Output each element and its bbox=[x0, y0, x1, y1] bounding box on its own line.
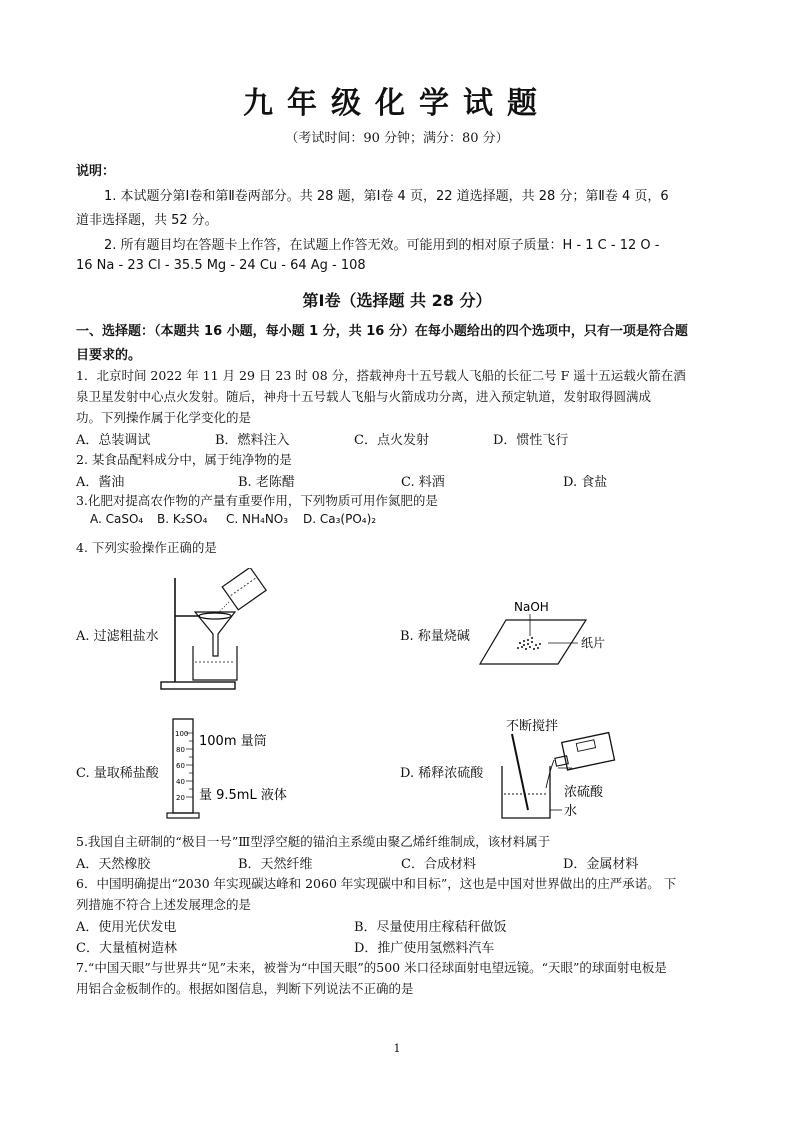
acid-label: 浓硫酸 bbox=[564, 785, 604, 800]
q2-option-a: A．酱油 bbox=[76, 475, 125, 490]
q3-option-c: C. NH₄NO₃ bbox=[226, 512, 289, 526]
cylinder-tick-60: 60 bbox=[176, 762, 185, 770]
cylinder-tick-100: 100 bbox=[175, 730, 189, 738]
q3-option-a: A. CaSO₄ bbox=[90, 512, 144, 526]
q6-option-b: B．尽量使用庄稼秸秆做饭 bbox=[354, 920, 507, 935]
notes-heading: 说明： bbox=[76, 164, 116, 179]
q4-a-label: A. 过滤粗盐水 bbox=[76, 629, 159, 644]
notes-line-1a: 1. 本试题分第Ⅰ卷和第Ⅱ卷两部分。共 28 题，第Ⅰ卷 4 页，22 道选择题，共 28 分；第Ⅱ卷 4 页，6 bbox=[104, 189, 669, 204]
q7-line-1: 7.“中国天眼”与世界共“见”未来，被誉为“中国天眼”的500 米口径球面射电望远镜。“天眼”的球面射电板是 bbox=[76, 960, 667, 975]
q1-option-d: D．惯性飞行 bbox=[493, 433, 569, 448]
q3-option-b: B. K₂SO₄ bbox=[157, 512, 208, 526]
q1-option-b: B．燃料注入 bbox=[215, 433, 290, 448]
cylinder-tick-20: 20 bbox=[176, 794, 185, 802]
q1-line-1: 1．北京时间 2022 年 11 月 29 日 23 时 08 分，搭载神舟十五号载人飞船的长征二号 F 遥十五运载火箭在酒 bbox=[76, 368, 686, 383]
stir-label: 不断搅拌 bbox=[506, 719, 559, 734]
q3-stem: 3.化肥对提高农作物的产量有重要作用，下列物质可用作氮肥的是 bbox=[76, 493, 438, 508]
page-number: 1 bbox=[393, 1042, 401, 1055]
q2-option-c: C. 料酒 bbox=[401, 475, 445, 490]
q1-option-a: A．总装调试 bbox=[76, 433, 151, 448]
notes-line-2b: 16 Na - 23 Cl - 35.5 Mg - 24 Cu - 64 Ag - 108 bbox=[76, 258, 366, 273]
filtration-apparatus-figure bbox=[155, 568, 275, 693]
cylinder-tick-40: 40 bbox=[176, 778, 185, 786]
q1-option-c: C．点火发射 bbox=[354, 433, 429, 448]
q1-line-2: 泉卫星发射中心点火发射。随后，神舟十五号载人飞船与火箭成功分离，进入预定轨道，发射取得圆满成 bbox=[76, 389, 652, 404]
cylinder-size-label: 100m 量筒 bbox=[199, 734, 267, 749]
q7-line-2: 用铝合金板制作的。根据如图信息，判断下列说法不正确的是 bbox=[76, 981, 414, 996]
q5-option-b: B．天然纤维 bbox=[238, 857, 313, 872]
section-1-title: 第Ⅰ卷（选择题 共 28 分） bbox=[302, 291, 492, 310]
q5-option-a: A．天然橡胶 bbox=[76, 857, 151, 872]
section-1-instr-b: 目要求的。 bbox=[76, 348, 142, 363]
paper-label: 纸片 bbox=[581, 636, 606, 650]
q6-option-a: A．使用光伏发电 bbox=[76, 920, 177, 935]
q4-b-label: B. 称量烧碱 bbox=[400, 629, 470, 644]
q2-option-d: D. 食盐 bbox=[563, 475, 608, 490]
q6-line-2: 列措施不符合上述发展理念的是 bbox=[76, 897, 252, 912]
cylinder-tick-80: 80 bbox=[176, 746, 185, 754]
q5-option-c: C．合成材料 bbox=[401, 857, 476, 872]
dilute-acid-figure bbox=[494, 710, 634, 825]
notes-line-1b: 道非选择题，共 52 分。 bbox=[76, 213, 218, 228]
q3-option-d: D. Ca₃(PO₄)₂ bbox=[303, 512, 377, 526]
water-label: 水 bbox=[564, 804, 578, 819]
naoh-label: NaOH bbox=[514, 600, 549, 614]
section-1-instr-a: 一、选择题：（本题共 16 小题，每小题 1 分，共 16 分）在每小题给出的四个选项中，只有一项是符合题 bbox=[76, 324, 688, 339]
q4-stem: 4. 下列实验操作正确的是 bbox=[76, 540, 217, 555]
q5-stem: 5.我国自主研制的“极目一号”Ⅲ型浮空艇的锚泊主系缆由聚乙烯纤维制成，该材料属于 bbox=[76, 834, 551, 849]
weighing-naoh-figure bbox=[478, 598, 628, 670]
q2-stem: 2. 某食品配料成分中，属于纯净物的是 bbox=[76, 452, 292, 467]
q2-option-b: B. 老陈醋 bbox=[238, 475, 295, 490]
notes-line-2a: 2. 所有题目均在答题卡上作答，在试题上作答无效。可能用到的相对原子质量：H - 1 C - 12 O - bbox=[104, 238, 660, 253]
exam-subtitle: （考试时间：90 分钟；满分：80 分） bbox=[285, 131, 509, 146]
q4-c-label: C. 量取稀盐酸 bbox=[76, 766, 159, 781]
q6-option-c: C．大量植树造林 bbox=[76, 941, 177, 956]
q4-d-label: D. 稀释浓硫酸 bbox=[400, 766, 484, 781]
q6-line-1: 6．中国明确提出“2030 年实现碳达峰和 2060 年实现碳中和目标”，这也是中国对世界做出的庄严承诺。 下 bbox=[76, 876, 677, 891]
q5-option-d: D．金属材料 bbox=[563, 857, 639, 872]
q6-option-d: D．推广使用氢燃料汽车 bbox=[354, 941, 495, 956]
liquid-volume-label: 量 9.5mL 液体 bbox=[199, 788, 287, 803]
exam-title: 九年级化学试题 bbox=[243, 86, 551, 121]
graduated-cylinder-figure bbox=[163, 715, 303, 820]
q1-line-3: 功。下列操作属于化学变化的是 bbox=[76, 410, 252, 425]
